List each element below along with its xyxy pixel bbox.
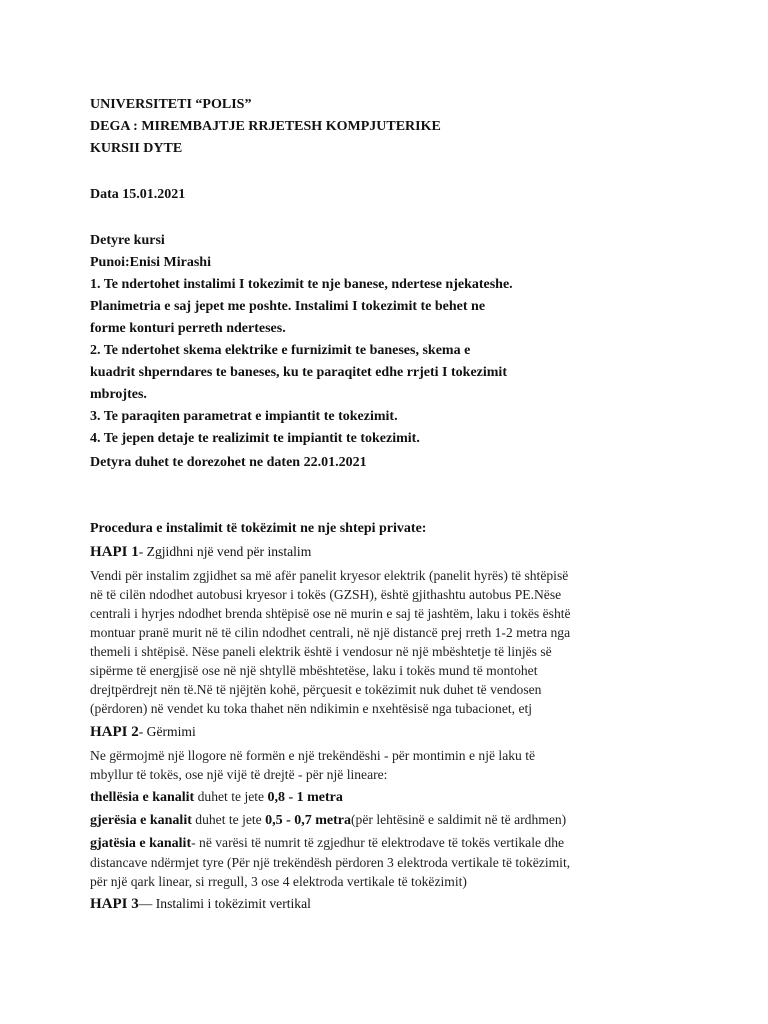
- step-2-heading: [90, 723, 196, 742]
- assignment-line: 3. Te paraqiten parametrat e impiantit te tokezimit.: [90, 409, 398, 424]
- assignment-line: 2. Te ndertohet skema elektrike e furnizimit te baneses, skema e: [90, 343, 471, 358]
- channel-length-line: [90, 834, 564, 853]
- department-name: DEGA : MIREMBAJTJE RRJETESH KOMPJUTERIKE: [90, 119, 441, 134]
- assignment-line: mbrojtes.: [90, 387, 147, 402]
- step-1-text: (përdoren) në vendet ku toka thahet nën ndikimin e nxehtësisë nga tubacionet, etj: [90, 701, 533, 716]
- channel-length-text: distancave ndërmjet tyre (Për një trekëndësh përdoren 3 elektroda vertikale të tokëzimit,: [90, 855, 571, 870]
- step-1-text: centrali i hyrjes ndodhet brenda shtëpisë ose në murin e saj të jashtëm, laku i tokës është: [90, 606, 571, 621]
- university-name: UNIVERSITETI “POLIS”: [90, 97, 252, 112]
- assignment-author: Punoi:Enisi Mirashi: [90, 255, 211, 270]
- channel-depth-term: thellësia e kanalit: [90, 790, 195, 805]
- channel-width-rest: (për lehtësinë e saldimit në të ardhmen): [351, 812, 567, 827]
- assignment-line: forme konturi perreth nderteses.: [90, 321, 286, 336]
- assignment-line: 4. Te jepen detaje te realizimit te impiantit te tokezimit.: [90, 431, 420, 446]
- step-1-title: - Zgjidhni një vend për instalim: [138, 544, 312, 559]
- step-1-text: Vendi për instalim zgjidhet sa më afër panelit kryesor elektrik (panelit hyrës) të shtëpisë: [90, 568, 569, 583]
- channel-width-line: [90, 811, 566, 830]
- channel-width-term: gjerësia e kanalit: [90, 813, 192, 828]
- step-1-text: montuar pranë murit në të cilin ndodhet centrali, në një distancë prej rreth 1-2 metra nga: [90, 625, 571, 640]
- step-1-text: në të cilën ndodhet autobusi kryesor i tokës (GZSH), është gjithashtu autobus PE.Nëse: [90, 587, 562, 602]
- step-1-text: sipërme të energjisë ose në një shtyllë mbështetëse, laku i tokës mund të montohet: [90, 663, 538, 678]
- channel-length-term: gjatësia e kanalit: [90, 836, 192, 851]
- step-2-title: - Gërmimi: [138, 724, 196, 739]
- channel-width-mid: duhet te jete: [191, 812, 266, 827]
- step-3-label: HAPI 3: [90, 896, 139, 912]
- assignment-line: 1. Te ndertohet instalimi I tokezimit te nje banese, ndertese njekateshe.: [90, 277, 513, 292]
- date-line: Data 15.01.2021: [90, 187, 186, 202]
- assignment-line: kuadrit shperndares te baneses, ku te paraqitet edhe rrjeti I tokezimit: [90, 365, 507, 380]
- step-1-heading: [90, 543, 311, 562]
- step-1-label: HAPI 1: [90, 544, 139, 560]
- channel-depth-value: 0,8 - 1 metra: [267, 790, 343, 805]
- procedure-title: Procedura e instalimit të tokëzimit ne nje shtepi private:: [90, 521, 427, 536]
- step-2-text: Ne gërmojmë një llogore në formën e një trekëndëshi - për montimin e një laku të: [90, 748, 536, 763]
- step-3-title: — Instalimi i tokëzimit vertikal: [138, 896, 311, 911]
- assignment-deadline: Detyra duhet te dorezohet ne daten 22.01.2021: [90, 455, 367, 470]
- channel-length-rest: - në varësi të numrit të zgjedhur të elektrodave të tokës vertikale dhe: [191, 835, 565, 850]
- assignment-line: Planimetria e saj jepet me poshte. Instalimi I tokezimit te behet ne: [90, 299, 486, 314]
- channel-width-value: 0,5 - 0,7 metra: [265, 813, 352, 828]
- channel-depth-mid: duhet te jete: [194, 789, 268, 804]
- step-1-text: drejtpërdrejt nën të.Në të njëjtën kohë, përçuesit e tokëzimit nuk duhet të vendosen: [90, 682, 542, 697]
- step-3-heading: [90, 895, 311, 914]
- step-2-label: HAPI 2: [90, 724, 139, 740]
- channel-depth-line: [90, 788, 343, 807]
- step-2-text: mbyllur të tokës, ose një vijë të drejtë - për një lineare:: [90, 767, 388, 782]
- assignment-title: Detyre kursi: [90, 233, 165, 248]
- step-1-text: themeli i shtëpisë. Nëse paneli elektrik është i vendosur në një mbështetje të linjës së: [90, 644, 552, 659]
- channel-length-text: për një qark linear, si rregull, 3 ose 4 elektroda vertikale të tokëzimit): [90, 874, 467, 889]
- course-name: KURSII DYTE: [90, 141, 183, 156]
